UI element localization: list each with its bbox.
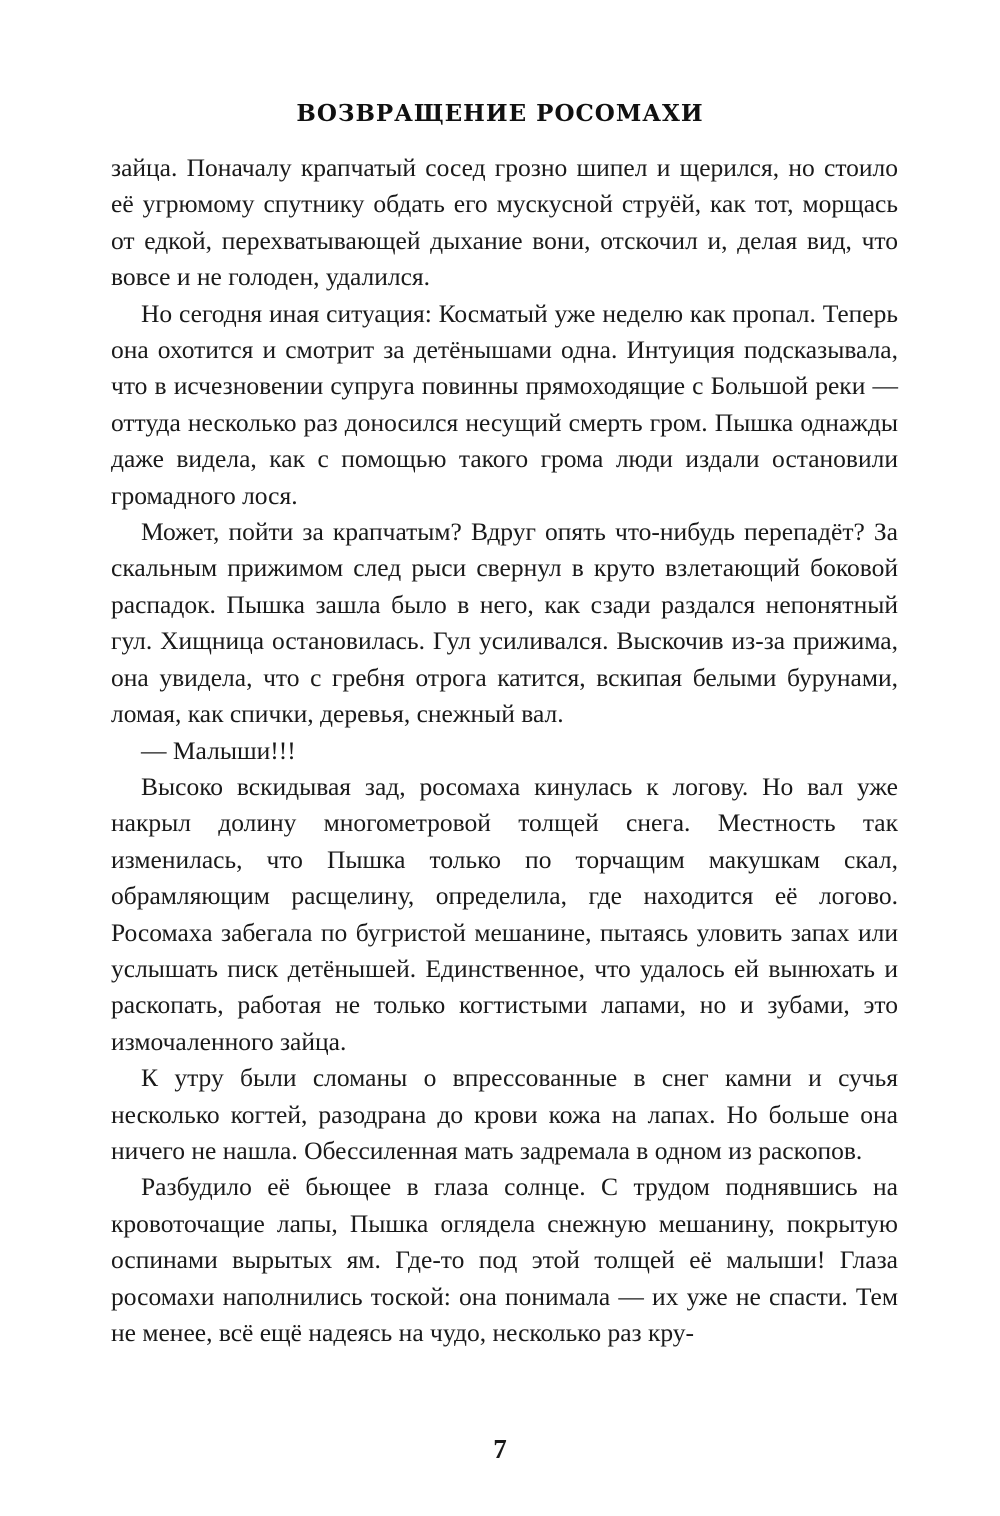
paragraph: Но сегодня иная ситуация: Косматый уже неделю как пропал. Теперь она охотится и смотрит за детёнышами одна. Интуиция подсказывала, что в исчезновении супруга повинны прямоходящие с Большой реки — оттуда несколько раз доносился несущий смерть гром. Пышка однажды даже видела, как с помощью такого грома люди издали остановили громадного лося. xyxy=(111,298,898,510)
running-header: ВОЗВРАЩЕНИЕ РОСОМАХИ xyxy=(296,100,704,127)
page-number: 7 xyxy=(493,1434,507,1464)
paragraph: Может, пойти за крапчатым? Вдруг опять что-нибудь перепадёт? За скальным прижимом след рыси свернул в круто взлетающий боковой распадок. Пышка зашла было в него, как сзади раздался непонятный гул. Хищница остановилась. Гул усиливался. Выскочив из-за прижима, она увидела, что с гребня отрога катится, вскипая белыми бурунами, ломая, как спички, деревья, снежный вал. xyxy=(111,517,898,729)
body-text xyxy=(111,150,898,1351)
dialogue-line: — Малыши!!! xyxy=(141,735,296,765)
paragraph: Высоко вскидывая зад, росомаха кинулась к логову. Но вал уже накрыл долину многометровой толщей снега. Местность так изменилась, что Пышка только по торчащим макушкам скал, обрамляющим расщелину, определила, где находится её логово. Росомаха забегала по бугристой мешанине, пытаясь уловить запах или услышать писк детёнышей. Единственное, что удалось ей вынюхать и раскопать, работая не только когтистыми лапами, но и зубами, это измочаленного зайца. xyxy=(111,771,898,1056)
paragraph: Разбудило её бьющее в глаза солнце. С трудом поднявшись на кровоточащие лапы, Пышка оглядела снежную мешанину, покрытую оспинами вырытых ям. Где-то под этой толщей её малыши! Глаза росомахи наполнились тоской: она понимала — их уже не спасти. Тем не менее, всё ещё надеясь на чудо, несколько раз кру- xyxy=(111,1172,898,1347)
paragraph: К утру были сломаны о впрессованные в снег камни и сучья несколько когтей, разодрана до крови кожа на лапах. Но больше она ничего не нашла. Обессиленная мать задремала в одном из раскопов. xyxy=(111,1063,898,1165)
paragraph-continuation: зайца. Поначалу крапчатый сосед грозно шипел и щерился, но стоило её угрюмому спутнику обдать его мускусной струёй, как тот, морщась от едкой, перехватывающей дыхание вони, отскочил и, делая вид, что вовсе и не голоден, удалился. xyxy=(111,153,898,292)
